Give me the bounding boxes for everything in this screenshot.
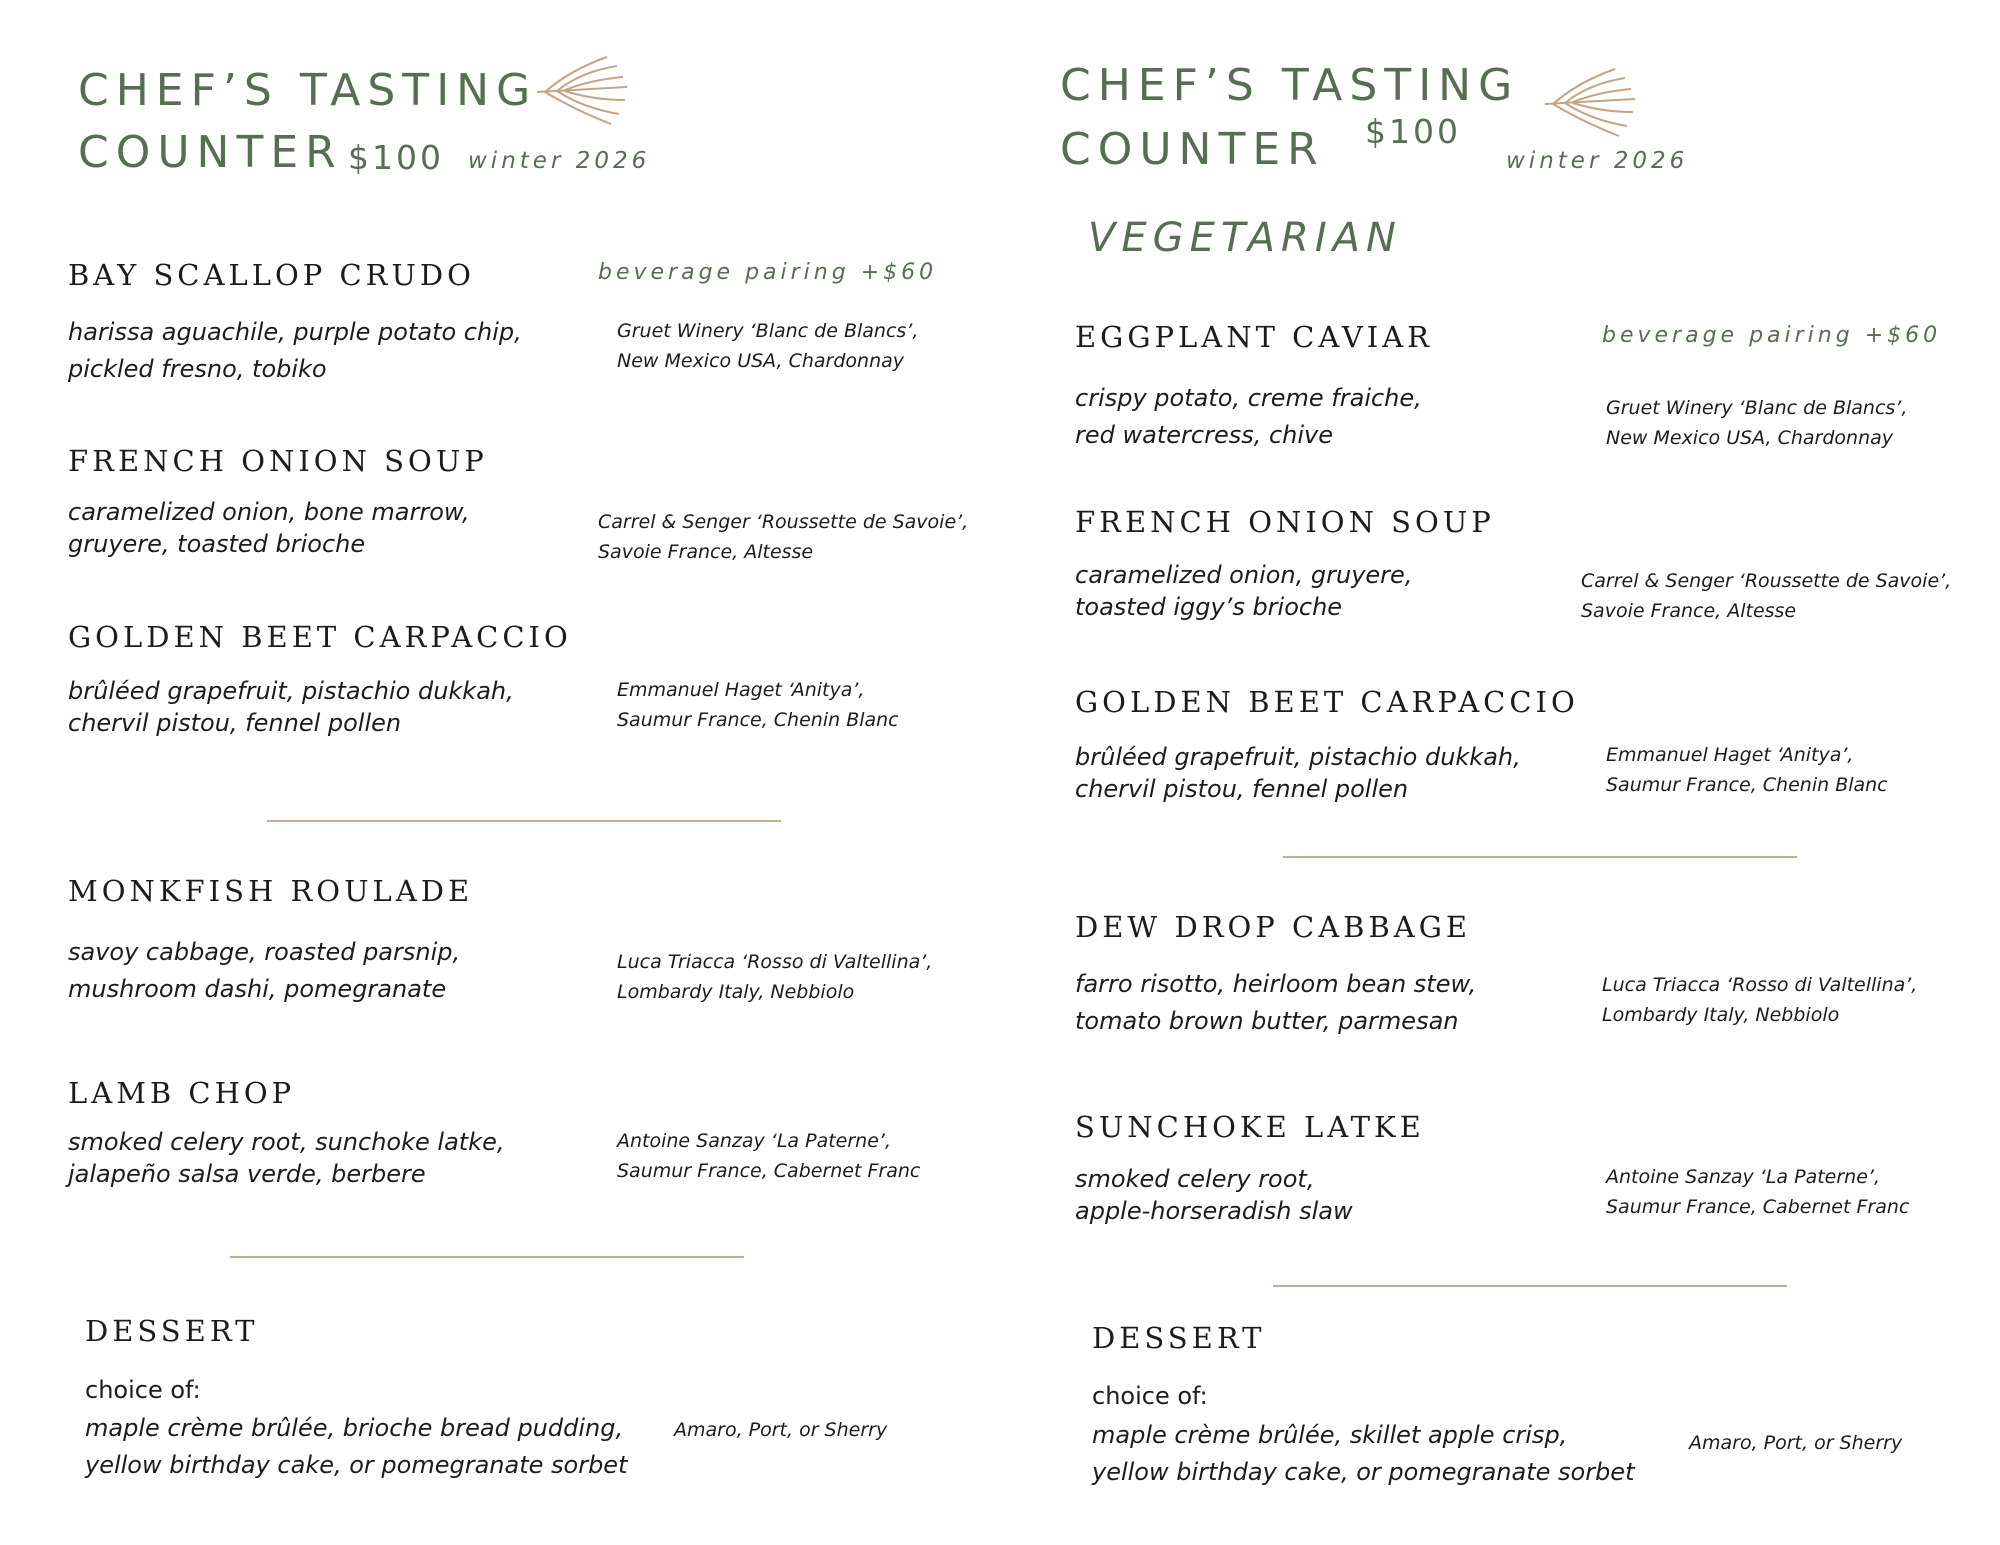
- beverage-pairing-price: beverage pairing +$60: [1602, 323, 1942, 348]
- course-name: FRENCH ONION SOUP: [68, 444, 488, 478]
- wine-pairing: Antoine Sanzay ‘La Paterne’, Saumur France, Cabernet Franc: [617, 1130, 921, 1182]
- dessert-description: maple crème brûlée, skillet apple crisp, yellow birthday cake, or pomegranate sorbet: [1092, 1421, 1635, 1486]
- beverage-pairing-price: beverage pairing +$60: [598, 260, 938, 285]
- course-description: savoy cabbage, roasted parsnip, mushroom dashi, pomegranate: [68, 938, 461, 1003]
- wine-pairing: Luca Triacca ‘Rosso di Valtellina’, Lombardy Italy, Nebbiolo: [1602, 974, 1918, 1026]
- course-name: MONKFISH ROULADE: [68, 874, 474, 908]
- wine-pairing: Luca Triacca ‘Rosso di Valtellina’, Lombardy Italy, Nebbiolo: [617, 951, 933, 1003]
- course-name: GOLDEN BEET CARPACCIO: [68, 620, 572, 654]
- dessert-pairing: Amaro, Port, or Sherry: [1689, 1432, 1903, 1454]
- menu-title-line2: COUNTER: [78, 127, 343, 178]
- dessert-intro: choice of:: [85, 1376, 201, 1404]
- leaf-icon: [1543, 64, 1638, 139]
- menu-season: winter 2026: [1506, 148, 1689, 174]
- menu-price: $100: [348, 138, 444, 177]
- course-name: BAY SCALLOP CRUDO: [68, 258, 475, 292]
- course-description: smoked celery root, sunchoke latke, jalapeño salsa verde, berbere: [68, 1128, 505, 1188]
- dessert-heading: DESSERT: [85, 1314, 259, 1348]
- course-description: brûléed grapefruit, pistachio dukkah, chervil pistou, fennel pollen: [1075, 743, 1521, 803]
- leaf-icon: [535, 52, 630, 127]
- menu-season: winter 2026: [468, 148, 651, 174]
- course-description: caramelized onion, gruyere, toasted iggy’s brioche: [1075, 561, 1413, 621]
- course-description: caramelized onion, bone marrow, gruyere, toasted brioche: [68, 498, 470, 558]
- course-name: FRENCH ONION SOUP: [1075, 505, 1495, 539]
- wine-pairing: Emmanuel Haget ‘Anitya’, Saumur France, Chenin Blanc: [1606, 744, 1888, 796]
- course-name: GOLDEN BEET CARPACCIO: [1075, 685, 1579, 719]
- section-divider: [230, 1256, 744, 1258]
- wine-pairing: Carrel & Senger ‘Roussette de Savoie’, Savoie France, Altesse: [598, 511, 969, 563]
- course-description: harissa aguachile, purple potato chip, pickled fresno, tobiko: [68, 318, 522, 383]
- dessert-pairing: Amaro, Port, or Sherry: [674, 1419, 888, 1441]
- wine-pairing: Antoine Sanzay ‘La Paterne’, Saumur France, Cabernet Franc: [1606, 1166, 1910, 1218]
- menu-title-line1: CHEF’S TASTING: [78, 65, 538, 116]
- course-description: farro risotto, heirloom bean stew, tomato brown butter, parmesan: [1075, 970, 1477, 1035]
- wine-pairing: Gruet Winery ‘Blanc de Blancs’, New Mexico USA, Chardonnay: [1606, 397, 1908, 449]
- wine-pairing: Carrel & Senger ‘Roussette de Savoie’, Savoie France, Altesse: [1581, 570, 1952, 622]
- section-divider: [1273, 1285, 1787, 1287]
- menu-title-line2: COUNTER: [1060, 124, 1325, 175]
- dessert-intro: choice of:: [1092, 1382, 1208, 1410]
- menu-title-line1: CHEF’S TASTING: [1060, 60, 1520, 111]
- course-description: smoked celery root, apple-horseradish slaw: [1075, 1165, 1353, 1225]
- course-name: LAMB CHOP: [68, 1076, 296, 1110]
- course-name: DEW DROP CABBAGE: [1075, 910, 1472, 944]
- wine-pairing: Gruet Winery ‘Blanc de Blancs’, New Mexico USA, Chardonnay: [617, 320, 919, 372]
- course-name: EGGPLANT CAVIAR: [1075, 320, 1434, 354]
- menu-subtitle: VEGETARIAN: [1088, 215, 1402, 261]
- section-divider: [267, 820, 781, 822]
- dessert-description: maple crème brûlée, brioche bread pudding, yellow birthday cake, or pomegranate sorbet: [85, 1414, 628, 1479]
- course-description: brûléed grapefruit, pistachio dukkah, chervil pistou, fennel pollen: [68, 677, 514, 737]
- course-description: crispy potato, creme fraiche, red watercress, chive: [1075, 384, 1422, 449]
- wine-pairing: Emmanuel Haget ‘Anitya’, Saumur France, Chenin Blanc: [617, 679, 899, 731]
- menu-price: $100: [1365, 112, 1461, 151]
- dessert-heading: DESSERT: [1092, 1321, 1266, 1355]
- section-divider: [1283, 856, 1797, 858]
- course-name: SUNCHOKE LATKE: [1075, 1110, 1425, 1144]
